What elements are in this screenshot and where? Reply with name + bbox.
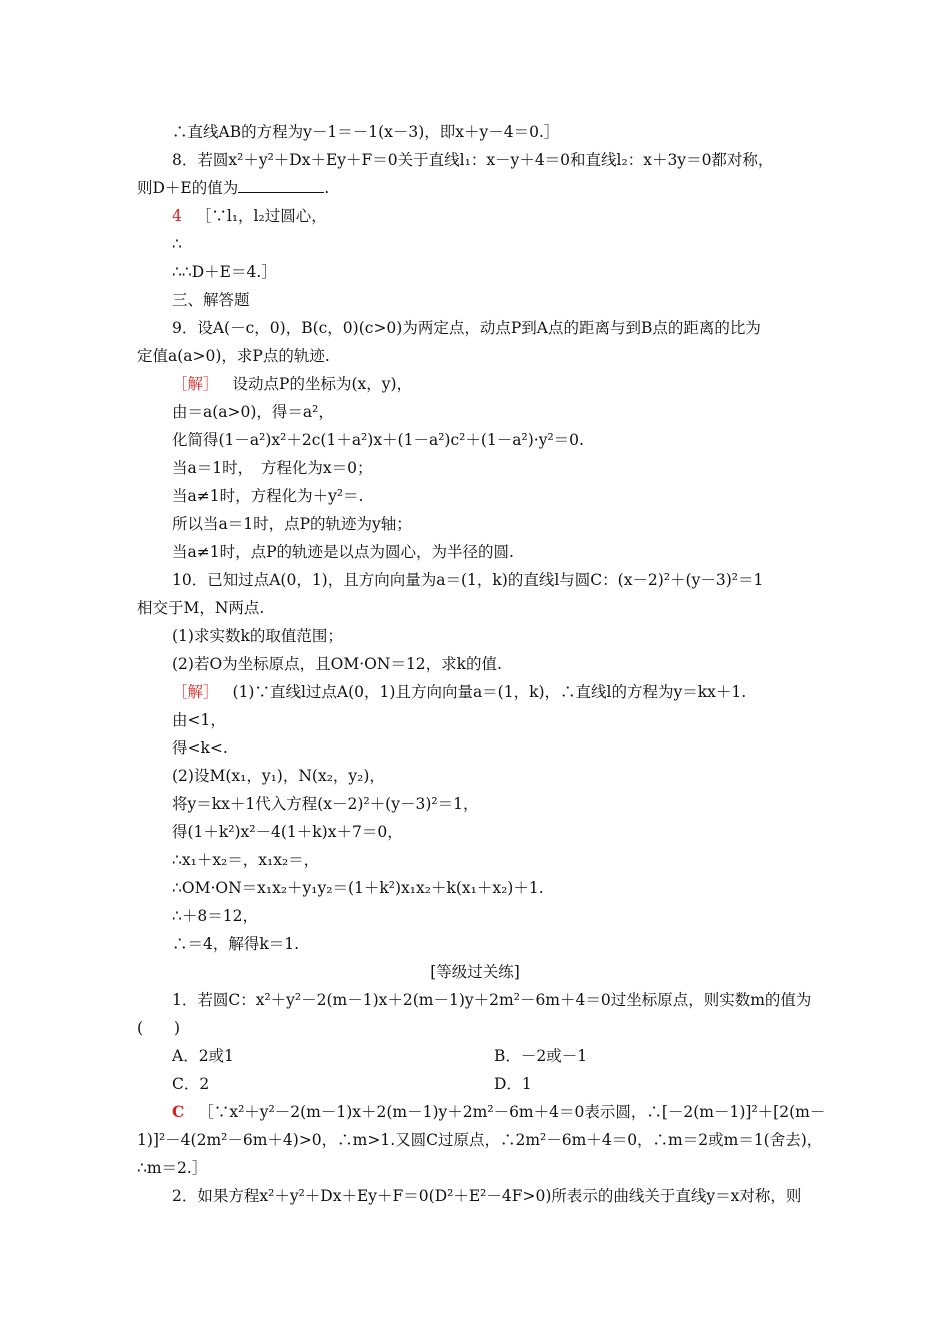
- question-1: 1．若圆C：x²＋y²－2(m－1)x＋2(m－1)y＋2m²－6m＋4＝0过坐标原点，则实数m的值为: [172, 991, 812, 1009]
- text-line: ∴x₁＋x₂＝，x₁x₂＝，: [172, 851, 320, 869]
- answer-blank: [238, 178, 324, 193]
- option-a: A．2或1: [172, 1047, 234, 1065]
- text-line: 将y＝kx＋1代入方程(x－2)²＋(y－3)²＝1，: [172, 795, 479, 813]
- text-line: 当a≠1时，点P的轨迹是以点为圆心，为半径的圆.: [172, 543, 514, 561]
- text-line: ∴∴D＋E＝4.］: [172, 263, 277, 281]
- text-line: ∴OM·ON＝x₁x₂＋y₁y₂＝(1＋k²)x₁x₂＋k(x₁＋x₂)＋1.: [172, 879, 544, 897]
- text-line: 所以当a＝1时，点P的轨迹为y轴；: [172, 515, 412, 533]
- text-line: 1)]²－4(2m²－6m＋4)>0，∴m>1.又圆C过原点，∴2m²－6m＋4＝0，∴m＝2或m＝1(舍去)，: [137, 1131, 823, 1149]
- solution-label: ［解］: [172, 683, 219, 701]
- option-d: D．1: [494, 1075, 532, 1093]
- answer-line: [172, 206, 822, 226]
- text-line: 由＝a(a>0)，得＝a²，: [172, 403, 334, 421]
- question-10: 10．已知过点A(0，1)，且方向向量为a＝(1，k)的直线l与圆C：(x－2)²＋(y－3)²＝1: [172, 571, 764, 589]
- text-line: ∴直线AB的方程为y－1＝－1(x－3)，即x＋y－4＝0.］: [172, 123, 560, 141]
- text-line: 当a＝1时， 方程化为x＝0；: [172, 459, 373, 477]
- text-span: .: [324, 179, 330, 197]
- text-line: 得<k<.: [172, 739, 228, 757]
- text-line: 由<1，: [172, 711, 226, 729]
- text-span: ［∵x²＋y²－2(m－1)x＋2(m－1)y＋2m²－6m＋4＝0表示圆，∴[－2(m－1)]²＋[2(m－: [198, 1103, 826, 1121]
- solution-line: [172, 374, 822, 394]
- text-line: (2)设M(x₁，y₁)，N(x₂，y₂)，: [172, 767, 385, 785]
- text-line: (1)求实数k的取值范围；: [172, 627, 343, 645]
- answer-label: 4: [172, 207, 182, 225]
- section-title: [等级过关练]: [430, 963, 520, 981]
- text-line: 化简得(1－a²)x²＋2c(1＋a²)x＋(1－a²)c²＋(1－a²)·y²＝0.: [172, 431, 584, 449]
- question-2: 2．如果方程x²＋y²＋Dx＋Ey＋F＝0(D²＋E²－4F>0)所表示的曲线关于直线y＝x对称，则: [172, 1187, 802, 1205]
- text-line: (2)若O为坐标原点，且OM·ON＝12，求k的值.: [172, 655, 502, 673]
- answer-bracket: ( ): [137, 1019, 181, 1037]
- text-line: 定值a(a>0)，求P点的轨迹.: [137, 347, 330, 365]
- text-span: 则D＋E的值为: [137, 179, 239, 197]
- text-line: ∴m＝2.］: [137, 1159, 208, 1177]
- answer-label: C: [172, 1102, 185, 1121]
- answer-line: [172, 1102, 826, 1122]
- text-line: 得(1＋k²)x²－4(1＋k)x＋7＝0，: [172, 823, 403, 841]
- option-b: B．－2或－1: [494, 1047, 588, 1065]
- section-heading: 三、解答题: [172, 291, 250, 309]
- text-span: ［∵l₁，l₂过圆心，: [195, 207, 327, 225]
- text-span: 设动点P的坐标为(x，y)，: [232, 375, 413, 393]
- question-9: 9．设A(－c，0)，B(c，0)(c>0)为两定点，动点P到A点的距离与到B点的距离的比为: [172, 319, 761, 337]
- text-line: [137, 178, 787, 198]
- text-line: ∴: [172, 235, 182, 253]
- text-line: ∴＋8＝12，: [172, 907, 258, 925]
- text-span: (1)∵直线l过点A(0，1)且方向向量a＝(1，k)，∴直线l的方程为y＝kx＋1.: [232, 683, 747, 701]
- option-c: C．2: [172, 1075, 210, 1093]
- question-8: 8．若圆x²＋y²＋Dx＋Ey＋F＝0关于直线l₁：x－y＋4＝0和直线l₂：x＋3y＝0都对称，: [172, 151, 774, 169]
- text-line: ∴＝4，解得k＝1.: [172, 935, 300, 953]
- options-row: [172, 1046, 822, 1066]
- text-line: 相交于M，N两点.: [137, 599, 265, 617]
- solution-label: ［解］: [172, 375, 219, 393]
- solution-line: [172, 682, 822, 702]
- options-row: [172, 1074, 822, 1094]
- text-line: 当a≠1时，方程化为＋y²＝.: [172, 487, 364, 505]
